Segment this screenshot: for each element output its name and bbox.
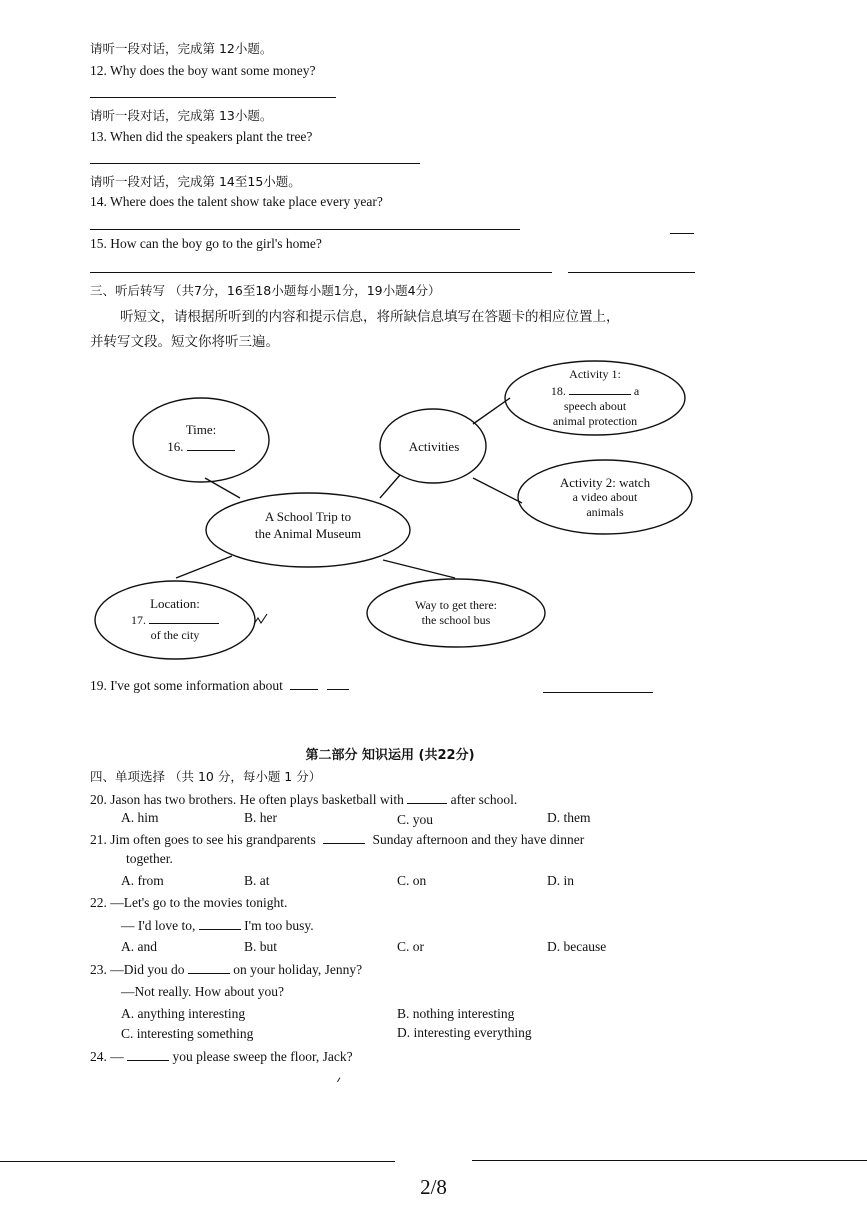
activities-node: Activities — [408, 439, 460, 454]
section3-instruction-2: 并转写文段。短文你将听三遍。 — [90, 334, 279, 350]
footer-rule-right — [472, 1160, 867, 1161]
question-12: 12. Why does the boy want some money? — [90, 63, 316, 78]
q22-option-d: D. because — [547, 939, 607, 954]
question-21-stem — [90, 831, 584, 848]
q23-stem-a1: 23. —Did you do — [90, 962, 185, 977]
q21-stem-b: Sunday afternoon and they have dinner — [372, 832, 585, 847]
time-label: Time: — [185, 422, 217, 437]
q21-blank — [323, 831, 365, 844]
q20-option-a: A. him — [121, 810, 159, 825]
q23-option-d: D. interesting everything — [397, 1025, 532, 1040]
q23-option-c: C. interesting something — [121, 1026, 254, 1041]
q22-stem-b1: — I'd love to, — [121, 918, 196, 933]
page-number: 2/8 — [420, 1175, 447, 1199]
q23-option-a: A. anything interesting — [121, 1006, 246, 1021]
listening-prompt-12: 请听一段对话，完成第 12小题。 — [90, 41, 273, 56]
q22-stem-b2: I'm too busy. — [244, 918, 314, 933]
activity1-label: Activity 1: — [569, 367, 621, 381]
q21-stem-a: 21. Jim often goes to see his grandparents — [90, 832, 316, 847]
q22-option-c: C. or — [397, 939, 424, 954]
q20-blank — [407, 791, 447, 804]
location-line2: of the city — [150, 628, 200, 642]
question-15: 15. How can the boy go to the girl's home? — [90, 236, 322, 251]
q22-option-b: B. but — [244, 939, 278, 954]
question-23-stem-a — [90, 961, 362, 978]
location-number: 17. — [131, 613, 146, 627]
q20-option-d: D. them — [547, 810, 591, 825]
stray-mark — [337, 1077, 343, 1083]
q21-option-d: D. in — [547, 873, 574, 888]
scribble-mark — [254, 614, 267, 624]
section3-heading: 三、听后转写 （共7分，16至18小题每小题1分，19小题4分） — [90, 283, 441, 298]
q24-blank — [127, 1048, 169, 1061]
question-14: 14. Where does the talent show take place every year? — [90, 194, 383, 209]
connector-activity1 — [473, 398, 510, 424]
q21-stem-c: together. — [126, 851, 173, 866]
q23-option-b: B. nothing interesting — [397, 1006, 515, 1021]
q22-blank — [199, 917, 241, 930]
activity1-line3: animal protection — [552, 414, 638, 428]
time-node — [140, 421, 262, 455]
center-node — [208, 508, 408, 542]
way-line1: Way to get there: — [414, 598, 497, 612]
q20-stem-b: after school. — [450, 792, 518, 807]
question-24-stem — [90, 1048, 353, 1065]
q19-blank-1 — [290, 677, 318, 690]
section4-heading: 四、单项选择 （共 10 分，每小题 1 分） — [90, 769, 322, 784]
q21-option-c: C. on — [397, 873, 427, 888]
question-19 — [90, 677, 349, 694]
location-blank — [149, 611, 219, 624]
q19-answer-line — [543, 692, 653, 693]
question-22-stem-a: 22. —Let's go to the movies tonight. — [90, 895, 288, 910]
activity2-node — [520, 475, 690, 520]
part2-title: 第二部分 知识运用 (共22分) — [305, 748, 475, 763]
center-node-line1: A School Trip to — [264, 509, 352, 524]
connector-location — [176, 556, 232, 578]
footer-rule-left — [0, 1161, 395, 1162]
center-node-line2: the Animal Museum — [254, 526, 362, 541]
activity2-line1: Activity 2: watch — [559, 475, 651, 490]
question-20-stem — [90, 791, 517, 808]
question-13: 13. When did the speakers plant the tree? — [90, 129, 313, 144]
activity2-line3: animals — [586, 505, 624, 519]
listening-prompt-14: 请听一段对话，完成第 14至15小题。 — [90, 174, 301, 189]
q24-stem-b: you please sweep the floor, Jack? — [172, 1049, 353, 1064]
question-23-stem-b: —Not really. How about you? — [121, 984, 284, 999]
activity1-blank — [569, 382, 631, 395]
listening-prompt-13: 请听一段对话，完成第 13小题。 — [90, 108, 273, 123]
activity1-line2: speech about — [563, 399, 627, 413]
activity1-node — [510, 367, 680, 429]
section3-instruction-1: 听短文，请根据所听到的内容和提示信息，将所缺信息填写在答题卡的相应位置上， — [120, 309, 620, 325]
q23-stem-a2: on your holiday, Jenny? — [233, 962, 363, 977]
q24-stem-a: 24. — — [90, 1049, 124, 1064]
q20-option-c: C. you — [397, 812, 434, 827]
connector-activities — [380, 475, 400, 498]
activity2-line2: a video about — [572, 490, 638, 504]
q22-option-a: A. and — [121, 939, 157, 954]
q21-option-b: B. at — [244, 873, 270, 888]
way-node — [370, 598, 542, 628]
q21-option-a: A. from — [121, 873, 164, 888]
activity1-suffix: a — [633, 384, 640, 398]
location-label: Location: — [150, 596, 200, 611]
time-number: 16. — [167, 439, 184, 454]
time-blank — [187, 438, 235, 451]
q20-option-b: B. her — [244, 810, 277, 825]
question-19-text: 19. I've got some information about — [90, 678, 283, 693]
q23-blank — [188, 961, 230, 974]
question-22-stem-b — [121, 917, 314, 934]
way-line2: the school bus — [421, 613, 491, 627]
q20-stem-a: 20. Jason has two brothers. He often plays basketball with — [90, 792, 404, 807]
activity1-number: 18. — [550, 384, 566, 398]
q19-blank-2 — [327, 677, 349, 690]
connector-activity2 — [473, 478, 522, 503]
location-node — [97, 596, 253, 643]
connector-way — [383, 560, 455, 578]
